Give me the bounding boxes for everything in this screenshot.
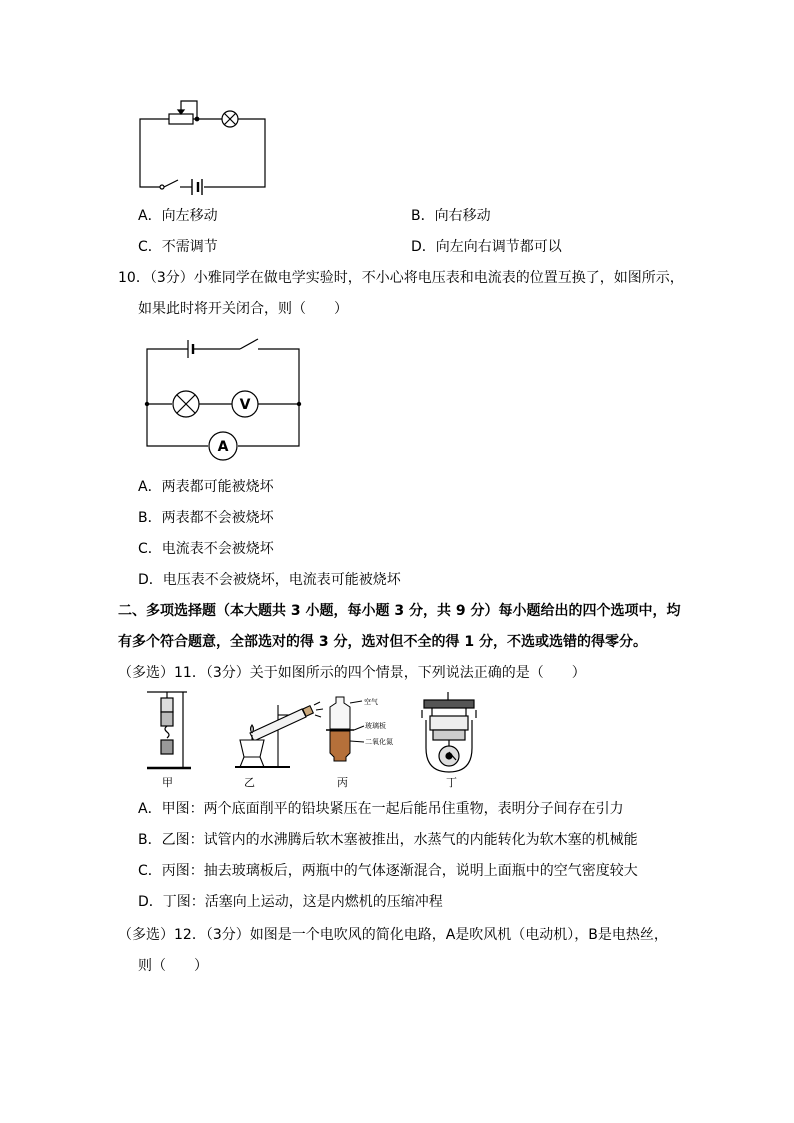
ammeter-label: A bbox=[217, 439, 229, 455]
q9-circuit-diagram bbox=[130, 95, 280, 195]
q11-figure-bing bbox=[322, 693, 402, 773]
q10-option-a: A．两表都可能被烧坏 bbox=[138, 479, 274, 495]
q11-label-bing: 丙 bbox=[337, 776, 348, 789]
label-nitrogen-dioxide: 二氧化氮 bbox=[365, 738, 393, 746]
q12-stem-line2: 则（ ） bbox=[138, 958, 208, 974]
q11-figure-yi bbox=[230, 695, 330, 775]
q10-option-c: C．电流表不会被烧坏 bbox=[138, 541, 274, 557]
q11-label-ding: 丁 bbox=[446, 776, 457, 789]
q9-option-d: D．向左向右调节都可以 bbox=[411, 239, 562, 255]
section2-heading-line1: 二、多项选择题（本大题共 3 小题，每小题 3 分，共 9 分）每小题给出的四个选项中，均 bbox=[118, 603, 681, 619]
q10-stem-line1: 10．（3分）小雅同学在做电学实验时，不小心将电压表和电流表的位置互换了，如图所示， bbox=[118, 270, 684, 286]
q9-option-b: B．向右移动 bbox=[411, 208, 491, 224]
q11-option-b: B．乙图：试管内的水沸腾后软木塞被推出，水蒸气的内能转化为软木塞的机械能 bbox=[138, 832, 638, 848]
q11-label-jia: 甲 bbox=[162, 776, 173, 789]
label-air: 空气 bbox=[364, 698, 378, 706]
q9-option-a: A．向左移动 bbox=[138, 208, 218, 224]
section2-heading-line2: 有多个符合题意，全部选对的得 3 分，选对但不全的得 1 分，不选或选错的得零分。 bbox=[118, 634, 647, 650]
label-glass-plate: 玻璃板 bbox=[365, 722, 386, 730]
q11-figure-ding bbox=[418, 690, 488, 775]
q10-option-b: B．两表都不会被烧坏 bbox=[138, 510, 274, 526]
q11-option-c: C．丙图：抽去玻璃板后，两瓶中的气体逐渐混合，说明上面瓶中的空气密度较大 bbox=[138, 863, 638, 879]
q10-option-d: D．电压表不会被烧坏，电流表可能被烧坏 bbox=[138, 572, 401, 588]
q12-stem-line1: （多选）12．（3分）如图是一个电吹风的简化电路，A是吹风机（电动机），B是电热丝， bbox=[118, 927, 668, 943]
q9-option-c: C．不需调节 bbox=[138, 239, 218, 255]
q10-stem-line2: 如果此时将开关闭合，则（ ） bbox=[138, 301, 348, 317]
q11-option-d: D．丁图：活塞向上运动，这是内燃机的压缩冲程 bbox=[138, 894, 443, 910]
q11-label-yi: 乙 bbox=[244, 776, 255, 789]
voltmeter-label: V bbox=[239, 397, 251, 413]
q11-option-a: A．甲图：两个底面削平的铅块紧压在一起后能吊住重物，表明分子间存在引力 bbox=[138, 801, 624, 817]
q11-stem: （多选）11．（3分）关于如图所示的四个情景，下列说法正确的是（ ） bbox=[118, 665, 586, 681]
q10-circuit-diagram bbox=[140, 335, 310, 465]
